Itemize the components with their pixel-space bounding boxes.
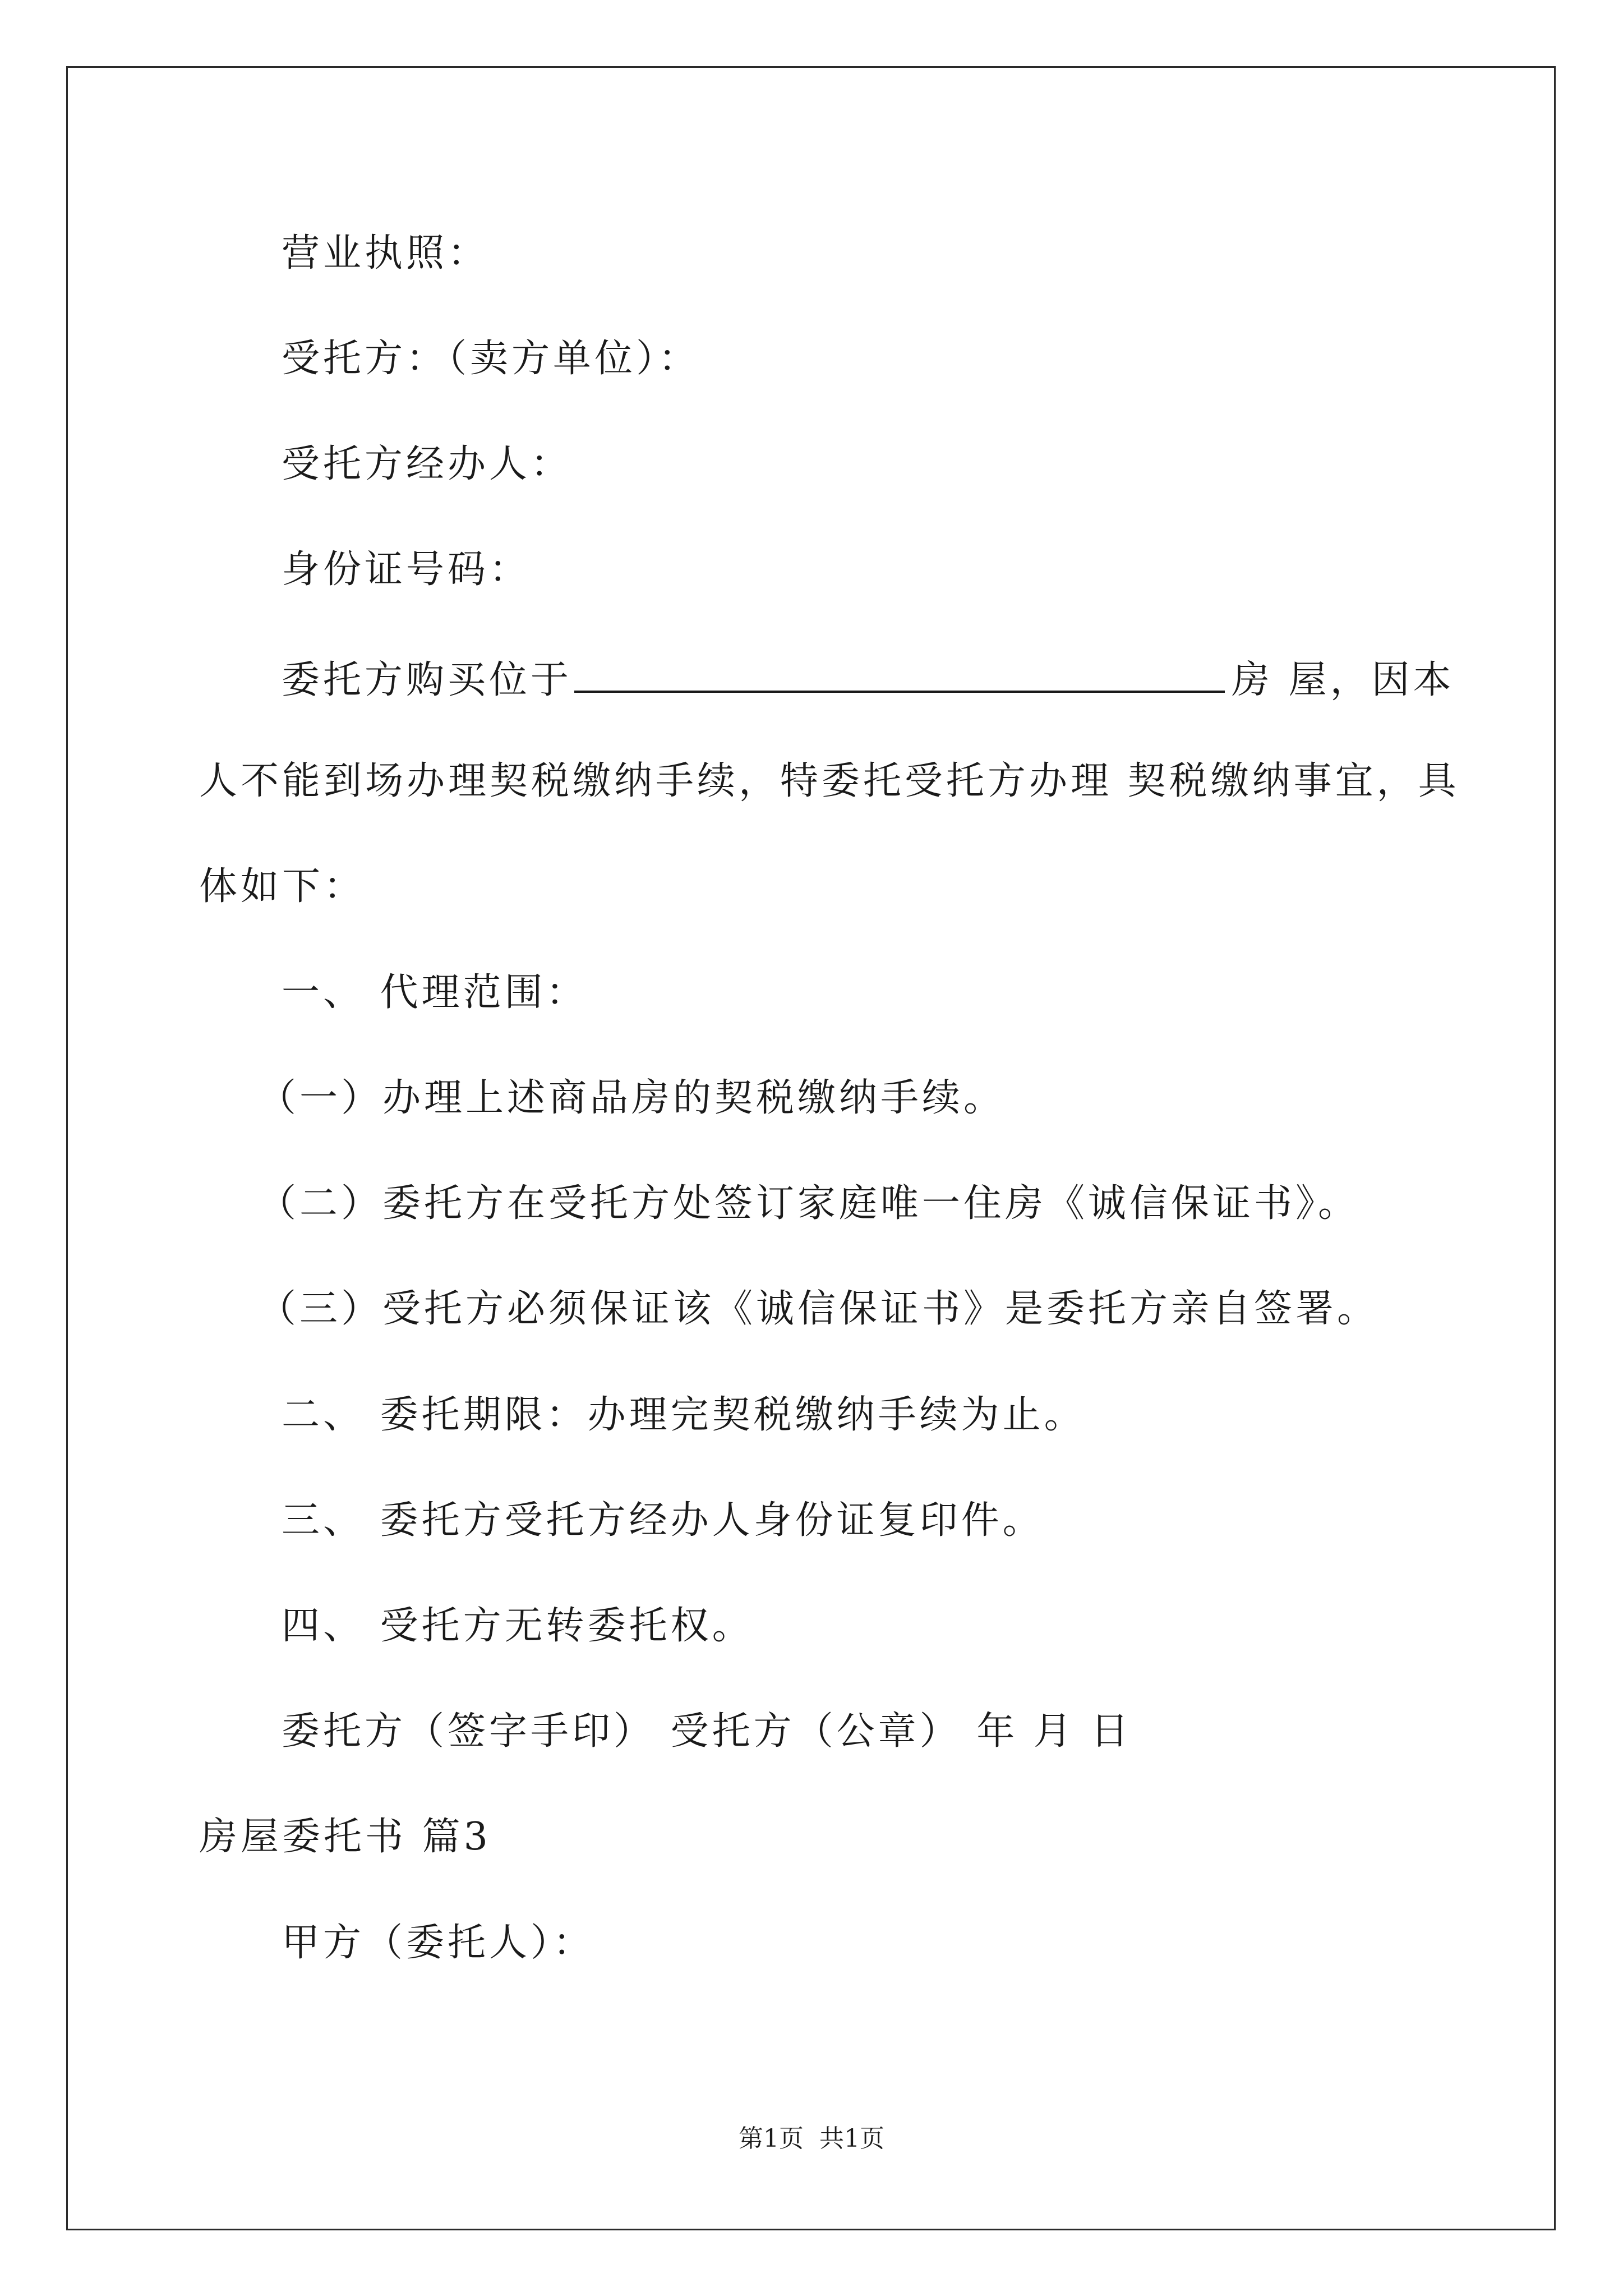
section-3: 三、 委托方受托方经办人身份证复印件。 xyxy=(282,1498,1044,1543)
business-license-line: 营业执照： xyxy=(282,231,490,275)
purchase-line xyxy=(282,654,1455,703)
trustee-line: 受托方：（卖方单位）： xyxy=(282,337,700,381)
item-1-3: （三）受托方必须保证该《诚信保证书》是委托方亲自签署。 xyxy=(258,1287,1379,1331)
party-a-line: 甲方（委托人）： xyxy=(282,1921,595,1965)
section-1-heading: 一、 代理范围： xyxy=(282,970,588,1015)
section-title-part3: 房屋委托书 篇3 xyxy=(199,1815,491,1859)
address-blank xyxy=(574,654,1225,693)
section-2: 二、 委托期限：办理完契税缴纳手续为止。 xyxy=(282,1393,1086,1437)
purchase-end-line: 体如下： xyxy=(199,864,366,909)
item-1-1: （一）办理上述商品房的契税缴纳手续。 xyxy=(258,1076,1006,1120)
purchase-continuation-line: 人不能到场办理契税缴纳手续，特委托受托方办理 契税缴纳事宜，具 xyxy=(199,759,1460,803)
id-number-line: 身份证号码： xyxy=(282,547,531,592)
purchase-text: 委托方购买位于 xyxy=(282,658,573,702)
trustee-agent-line: 受托方经办人： xyxy=(282,442,573,486)
item-1-2: （二）委托方在受托方处签订家庭唯一住房《诚信保证书》。 xyxy=(258,1181,1360,1226)
signature-line: 委托方（签字手印） 受托方（公章） 年 月 日 xyxy=(282,1709,1132,1754)
purchase-text-end: 房 屋，因本 xyxy=(1232,658,1455,702)
page-border xyxy=(66,66,1556,2230)
section-4: 四、 受托方无转委托权。 xyxy=(282,1604,754,1648)
page-number: 第1页 xyxy=(739,2124,804,2153)
page-footer xyxy=(0,2123,1623,2155)
page-total: 共1页 xyxy=(819,2124,884,2153)
